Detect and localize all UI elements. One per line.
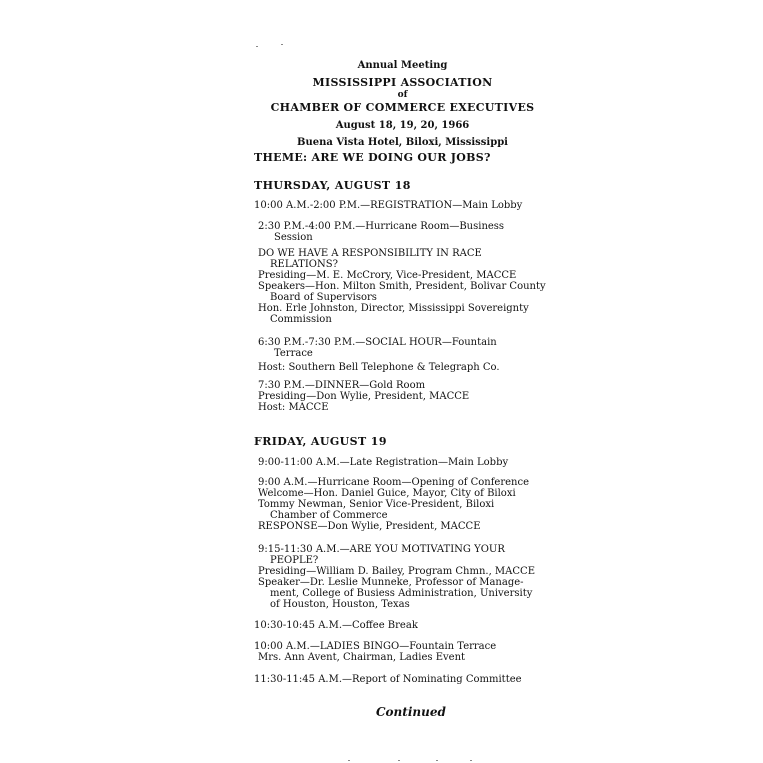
schedule-line: Session [274,232,313,243]
thursday-race-relations [258,248,558,325]
schedule-line: 2:30 P.M.-4:00 P.M.—Hurricane Room—Business [258,221,505,232]
session-title: RELATIONS? [270,259,338,270]
schedule-line: 10:00 A.M.—LADIES BINGO—Fountain Terrace [254,641,497,652]
friday-nominating [254,674,554,685]
scan-speck [398,760,400,761]
speaker-line: ment, College of Busiess Administration, University [270,588,533,599]
welcome-line: Welcome—Hon. Daniel Guice, Mayor, City of Biloxi [258,488,516,499]
schedule-line: 11:30-11:45 A.M.—Report of Nominating Committee [254,674,522,685]
scan-speck [470,760,472,761]
schedule-line: 9:00 A.M.—Hurricane Room—Opening of Conference [258,477,529,488]
header-venue: Buena Vista Hotel, Biloxi, Mississippi [297,137,508,148]
continued-footer: Continued [376,705,446,719]
speakers-line: Commission [270,314,332,325]
thursday-business-session [258,221,558,243]
session-title: 9:15-11:30 A.M.—ARE YOU MOTIVATING YOUR [258,544,505,555]
speaker-line: Speaker—Dr. Leslie Munneke, Professor of Manage- [258,577,524,588]
presiding-line: Presiding—Don Wylie, President, MACCE [258,391,470,402]
friday-opening [258,477,558,532]
session-title: PEOPLE? [270,555,319,566]
theme-line: THEME: ARE WE DOING OUR JOBS? [254,151,491,164]
thursday-dinner [258,380,558,413]
friday-late-registration [258,457,558,468]
session-title: DO WE HAVE A RESPONSIBILITY IN RACE [258,248,482,259]
scan-speck [281,44,283,45]
welcome-line: Chamber of Commerce [270,510,388,521]
schedule-line: Terrace [274,348,313,359]
schedule-line: 7:30 P.M.—DINNER—Gold Room [258,380,426,391]
schedule-line: 10:30-10:45 A.M.—Coffee Break [254,620,418,631]
scan-speck [348,760,350,761]
schedule-line: 9:00-11:00 A.M.—Late Registration—Main Lobby [258,457,509,468]
thursday-registration [254,200,554,211]
response-line: RESPONSE—Don Wylie, President, MACCE [258,521,481,532]
friday-ladies-bingo [254,641,554,663]
friday-heading: FRIDAY, AUGUST 19 [254,435,387,448]
speakers-line: Speakers—Hon. Milton Smith, President, Bolivar County [258,281,546,292]
host-line: Host: Southern Bell Telephone & Telegraph Co. [258,362,500,373]
scan-speck [436,760,438,761]
speakers-line: Hon. Erle Johnston, Director, Mississippi Sovereignty [258,303,529,314]
presiding-line: Presiding—M. E. McCrory, Vice-President, MACCE [258,270,517,281]
thursday-social-hour [258,337,558,373]
header-dates: August 18, 19, 20, 1966 [335,120,470,131]
schedule-line: 10:00 A.M.-2:00 P.M.—REGISTRATION—Main Lobby [254,200,523,211]
scan-speck [256,46,258,47]
speaker-line: of Houston, Houston, Texas [270,599,410,610]
friday-coffee-break [254,620,554,631]
header-association: MISSISSIPPI ASSOCIATION [312,76,493,89]
chairman-line: Mrs. Ann Avent, Chairman, Ladies Event [258,652,466,663]
speakers-line: Board of Supervisors [270,292,377,303]
welcome-line: Tommy Newman, Senior Vice-President, Biloxi [258,499,495,510]
header-annual-meeting: Annual Meeting [357,60,448,71]
schedule-line: 6:30 P.M.-7:30 P.M.—SOCIAL HOUR—Fountain [258,337,497,348]
header-of: of [397,90,408,100]
friday-motivating [258,544,558,610]
thursday-heading: THURSDAY, AUGUST 18 [254,179,411,192]
presiding-line: Presiding—William D. Bailey, Program Chmn., MACCE [258,566,535,577]
header-title: CHAMBER OF COMMERCE EXECUTIVES [270,101,535,114]
host-line: Host: MACCE [258,402,329,413]
